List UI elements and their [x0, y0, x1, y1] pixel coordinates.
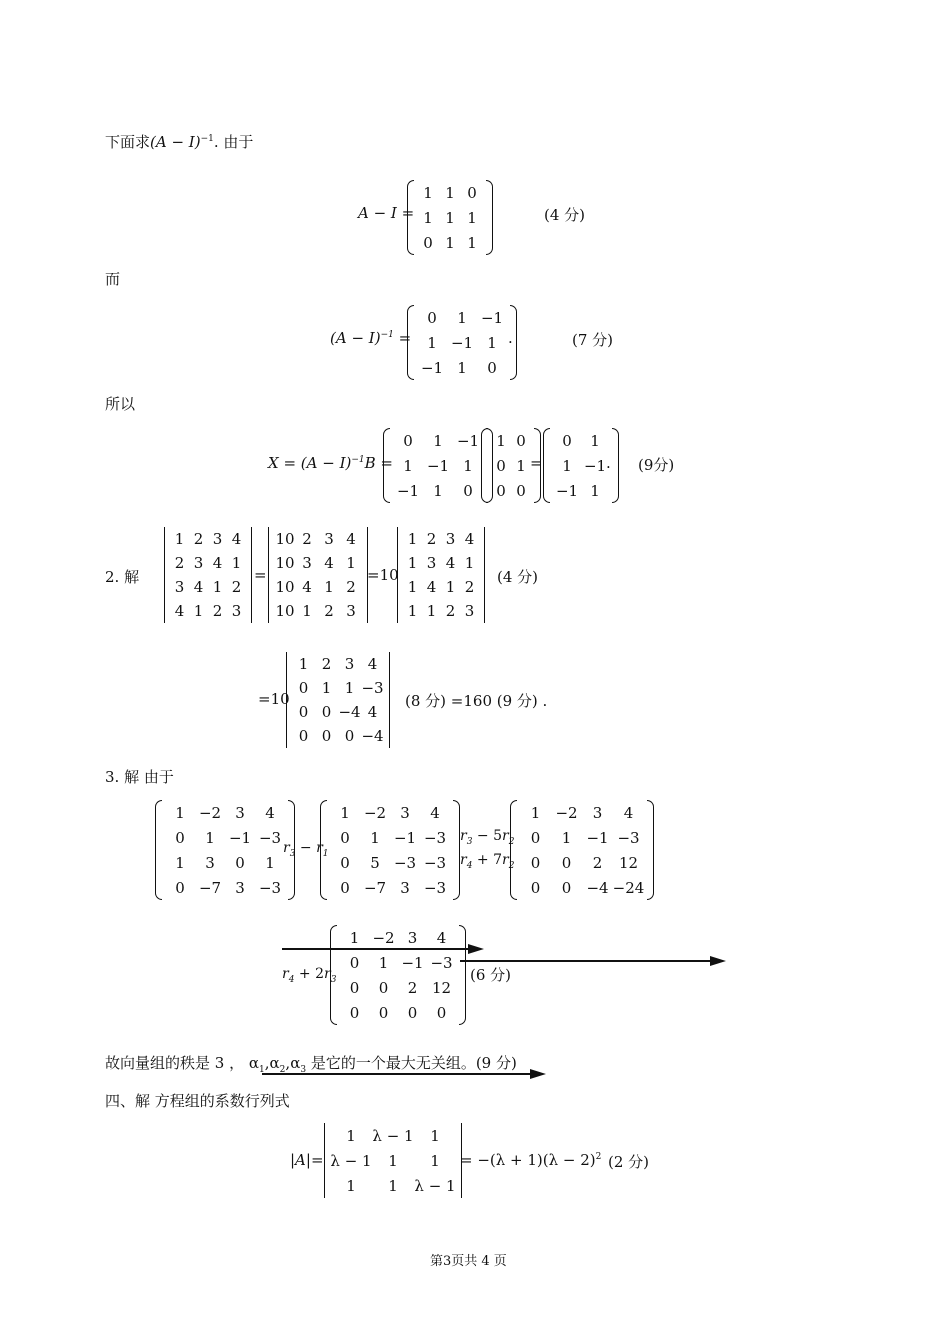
- right-bracket: [453, 800, 460, 900]
- page-footer: 第3页共 4 页: [430, 1254, 507, 1269]
- matrix-entry: 0: [175, 828, 185, 847]
- p2-det-2: [268, 527, 368, 623]
- matrix-entry: 3: [344, 655, 355, 673]
- left-bracket: [543, 428, 550, 503]
- matrix-entry: 4: [367, 703, 378, 721]
- matrix-entry: 1: [561, 828, 572, 847]
- matrix-entry: 2: [464, 578, 475, 596]
- matrix-entry: 1: [407, 602, 418, 620]
- eq1-lhs: A − I =: [358, 204, 415, 222]
- matrix-entry: 4: [623, 803, 634, 822]
- matrix-entry: 0: [423, 233, 433, 252]
- matrix-entry: 4: [302, 578, 312, 596]
- matrix-entry: 0: [340, 828, 350, 847]
- matrix-entry: 12: [618, 853, 639, 872]
- p3-op-2b: $r_4 + 7r_2$: [460, 852, 515, 871]
- p2-note-1: (4 分): [497, 568, 539, 586]
- matrix-entry: 0: [561, 878, 572, 897]
- matrix-entry: 10: [275, 578, 295, 596]
- matrix-entry: 1: [175, 853, 185, 872]
- matrix-entry: 0: [562, 431, 572, 450]
- left-bracket: [164, 527, 165, 623]
- matrix-entry: 0: [340, 878, 350, 897]
- matrix-entry: −2: [198, 803, 222, 822]
- matrix-entry: 4: [346, 530, 356, 548]
- matrix-entry: 3: [324, 530, 334, 548]
- p3-matrix-4: [330, 925, 466, 1025]
- matrix-entry: 3: [212, 530, 223, 548]
- matrix-entry: 0: [321, 727, 332, 745]
- matrix-entry: 1: [590, 481, 600, 500]
- p3-note: (6 分): [470, 966, 512, 984]
- left-bracket: [268, 527, 269, 623]
- left-bracket: [407, 305, 414, 380]
- matrix-entry: 0: [349, 953, 360, 972]
- matrix-entry: −3: [430, 953, 453, 972]
- matrix-entry: 1: [346, 1176, 356, 1195]
- matrix-entry: 3: [426, 554, 437, 572]
- matrix-entry: 10: [275, 530, 295, 548]
- matrix-entry: 2: [346, 578, 356, 596]
- right-bracket: [459, 925, 466, 1025]
- matrix-entry: 3: [205, 853, 215, 872]
- matrix-entry: 1: [445, 208, 455, 227]
- matrix-entry: 0: [344, 727, 355, 745]
- matrix-entry: 1: [457, 308, 467, 327]
- matrix-entry: 0: [349, 1003, 360, 1022]
- matrix-entry: 10: [275, 602, 295, 620]
- p3-op-2a: $r_3 - 5r_2$: [460, 828, 515, 847]
- matrix-entry: 1: [457, 358, 467, 377]
- matrix-entry: 1: [265, 853, 275, 872]
- matrix-entry: −3: [393, 853, 417, 872]
- rank-sentence: 故向量组的秩是 3 ， $\alpha_1,\alpha_2,\alpha_3$ 是它的一个最大无关组。(9 分): [105, 1054, 517, 1075]
- matrix-entry: 2: [592, 853, 603, 872]
- matrix-entry: 0: [530, 853, 541, 872]
- matrix-entry: 0: [561, 853, 572, 872]
- eq2-matrix: [407, 305, 517, 380]
- p2-det-3: [397, 527, 485, 623]
- matrix-entry: 0: [340, 853, 350, 872]
- matrix-entry: 1: [530, 803, 541, 822]
- matrix-entry: −3: [423, 878, 447, 897]
- matrix-entry: −1: [228, 828, 252, 847]
- matrix-entry: 1: [407, 578, 418, 596]
- matrix-entry: 2: [212, 602, 223, 620]
- eq2-dot: .: [508, 329, 513, 347]
- matrix-entry: −3: [617, 828, 640, 847]
- matrix-entry: 1: [427, 333, 437, 352]
- matrix-entry: 0: [378, 978, 389, 997]
- matrix-entry: 0: [530, 878, 541, 897]
- p4-rhs: = $-(\lambda + 1)(\lambda - 2)^2$: [460, 1151, 602, 1169]
- matrix-entry: 3: [407, 928, 418, 947]
- word-er: 而: [105, 270, 121, 288]
- matrix-entry: −7: [198, 878, 222, 897]
- matrix-entry: 1: [370, 828, 380, 847]
- left-bracket: [510, 800, 517, 900]
- left-bracket: [320, 800, 327, 900]
- matrix-entry: 3: [400, 803, 410, 822]
- matrix-entry: −1: [555, 481, 579, 500]
- matrix-entry: 4: [445, 554, 456, 572]
- matrix-entry: 2: [231, 578, 242, 596]
- matrix-entry: 0: [349, 978, 360, 997]
- left-bracket: [286, 652, 287, 748]
- matrix-entry: 10: [275, 554, 295, 572]
- matrix-entry: 3: [235, 803, 245, 822]
- matrix-entry: 1: [344, 679, 355, 697]
- right-bracket: [486, 180, 493, 255]
- matrix-entry: −1: [396, 481, 420, 500]
- right-bracket: [647, 800, 654, 900]
- matrix-entry: 1: [430, 1126, 440, 1145]
- left-bracket: [324, 1123, 325, 1198]
- matrix-entry: −1: [401, 953, 424, 972]
- matrix-entry: 1: [298, 655, 309, 673]
- matrix-entry: −1: [583, 456, 607, 475]
- eq3-matrix-1: [383, 428, 493, 503]
- matrix-entry: 0: [235, 853, 245, 872]
- p4-label: 四、解 方程组的系数行列式: [105, 1092, 290, 1110]
- matrix-entry: 1: [378, 953, 389, 972]
- matrix-entry: 1: [346, 554, 356, 572]
- matrix-entry: 1: [423, 208, 433, 227]
- matrix-entry: −1: [420, 358, 444, 377]
- arrow-line-rank: [262, 1073, 534, 1075]
- p2-equals: =: [254, 566, 267, 584]
- matrix-entry: −4: [361, 727, 384, 745]
- eq1-note: (4 分): [544, 206, 586, 224]
- matrix-entry: 1: [590, 431, 600, 450]
- matrix-entry: 0: [487, 358, 497, 377]
- matrix-entry: 0: [436, 1003, 447, 1022]
- matrix-entry: 1: [487, 333, 497, 352]
- p4-note: (2 分): [608, 1153, 650, 1171]
- matrix-entry: 1: [433, 431, 443, 450]
- matrix-entry: 3: [346, 602, 356, 620]
- matrix-entry: 3: [193, 554, 204, 572]
- matrix-entry: 0: [496, 456, 506, 475]
- matrix-entry: 1: [464, 554, 475, 572]
- left-bracket: [481, 428, 488, 503]
- matrix-entry: 1: [496, 431, 506, 450]
- matrix-entry: −24: [612, 878, 645, 897]
- matrix-entry: 4: [436, 928, 447, 947]
- intro-line: 下面求$(A - I)^{-1}$. 由于: [105, 133, 254, 151]
- matrix-entry: 2: [426, 530, 437, 548]
- matrix-entry: 1: [407, 530, 418, 548]
- matrix-entry: 1: [467, 233, 477, 252]
- p3-matrix-3: [510, 800, 654, 900]
- matrix-entry: 1: [445, 233, 455, 252]
- p2-label: 2. 解: [105, 568, 140, 586]
- left-bracket: [155, 800, 162, 900]
- right-bracket: [612, 428, 619, 503]
- matrix-entry: 1: [562, 456, 572, 475]
- matrix-entry: λ − 1: [414, 1176, 456, 1195]
- matrix-entry: 2: [445, 602, 456, 620]
- arrow-head-rank: [530, 1069, 546, 1079]
- matrix-entry: 1: [388, 1176, 398, 1195]
- matrix-entry: 4: [193, 578, 204, 596]
- matrix-entry: 1: [430, 1151, 440, 1170]
- matrix-entry: 0: [298, 727, 309, 745]
- eq3-dot: .: [606, 454, 611, 472]
- matrix-entry: 1: [231, 554, 242, 572]
- eq2-note: (7 分): [572, 331, 614, 349]
- left-bracket: [397, 527, 398, 623]
- arrow-head-left: [468, 944, 484, 954]
- matrix-entry: 2: [193, 530, 204, 548]
- matrix-entry: 0: [321, 703, 332, 721]
- eq3-note: (9分): [638, 456, 675, 474]
- matrix-entry: −4: [586, 878, 609, 897]
- matrix-entry: 0: [175, 878, 185, 897]
- matrix-entry: 3: [400, 878, 410, 897]
- matrix-entry: 0: [298, 679, 309, 697]
- eq3-equals: =: [530, 454, 543, 472]
- matrix-entry: 4: [430, 803, 440, 822]
- matrix-entry: λ − 1: [330, 1151, 372, 1170]
- matrix-entry: 4: [212, 554, 223, 572]
- matrix-entry: 5: [370, 853, 380, 872]
- matrix-entry: 1: [174, 530, 185, 548]
- matrix-entry: 4: [324, 554, 334, 572]
- matrix-entry: 1: [212, 578, 223, 596]
- matrix-entry: 1: [433, 481, 443, 500]
- right-bracket: [389, 652, 390, 748]
- matrix-entry: 4: [367, 655, 378, 673]
- matrix-entry: 1: [175, 803, 185, 822]
- matrix-entry: −1: [480, 308, 504, 327]
- matrix-entry: −7: [363, 878, 387, 897]
- left-bracket: [330, 925, 337, 1025]
- matrix-entry: 3: [231, 602, 242, 620]
- matrix-entry: 4: [231, 530, 242, 548]
- matrix-entry: −3: [423, 853, 447, 872]
- left-bracket: [407, 180, 414, 255]
- matrix-entry: −2: [372, 928, 395, 947]
- matrix-entry: 3: [445, 530, 456, 548]
- matrix-entry: 1: [321, 679, 332, 697]
- matrix-entry: 12: [431, 978, 452, 997]
- word-suoyi: 所以: [105, 395, 136, 413]
- matrix-entry: 1: [445, 183, 455, 202]
- p2-tail: (8 分) =160 (9 分) .: [405, 692, 548, 710]
- matrix-entry: 1: [324, 578, 334, 596]
- matrix-entry: λ − 1: [372, 1126, 414, 1145]
- arrow-line-right: [460, 960, 716, 962]
- matrix-entry: −2: [555, 803, 578, 822]
- matrix-entry: 2: [324, 602, 334, 620]
- p2-det-1: [164, 527, 252, 623]
- matrix-entry: −1: [456, 431, 480, 450]
- matrix-entry: 1: [193, 602, 204, 620]
- eq2-lhs: $(A - I)^{-1}$ =: [330, 329, 412, 347]
- matrix-entry: 0: [427, 308, 437, 327]
- matrix-entry: 1: [346, 1126, 356, 1145]
- matrix-entry: 1: [407, 554, 418, 572]
- matrix-entry: 2: [321, 655, 332, 673]
- matrix-entry: 0: [403, 431, 413, 450]
- matrix-entry: 0: [496, 481, 506, 500]
- eq3-lhs: $X = (A - I)^{-1}B$ =: [268, 454, 393, 472]
- matrix-entry: −3: [423, 828, 447, 847]
- matrix-entry: 0: [298, 703, 309, 721]
- matrix-entry: 1: [403, 456, 413, 475]
- matrix-entry: 0: [467, 183, 477, 202]
- matrix-entry: 3: [174, 578, 185, 596]
- matrix-entry: −3: [361, 679, 384, 697]
- matrix-entry: −1: [393, 828, 417, 847]
- right-bracket: [251, 527, 252, 623]
- p2-equals-10b: =10: [258, 690, 290, 708]
- matrix-entry: 4: [464, 530, 475, 548]
- p4-det: [324, 1123, 462, 1198]
- matrix-entry: 1: [426, 602, 437, 620]
- right-bracket: [484, 527, 485, 623]
- matrix-entry: 3: [302, 554, 312, 572]
- matrix-entry: −1: [426, 456, 450, 475]
- matrix-entry: 0: [407, 1003, 418, 1022]
- arrow-head-right: [710, 956, 726, 966]
- matrix-entry: 0: [516, 431, 526, 450]
- matrix-entry: 2: [302, 530, 312, 548]
- matrix-entry: 0: [378, 1003, 389, 1022]
- left-bracket: [383, 428, 390, 503]
- matrix-entry: 1: [349, 928, 360, 947]
- matrix-entry: 1: [388, 1151, 398, 1170]
- p2-det-4: [286, 652, 390, 748]
- p3-op-3: $r_4 + 2r_3$: [282, 966, 337, 985]
- matrix-entry: 3: [592, 803, 603, 822]
- matrix-entry: −3: [258, 828, 282, 847]
- p3-matrix-1: [155, 800, 295, 900]
- p3-label: 3. 解 由于: [105, 768, 174, 786]
- matrix-entry: 4: [174, 602, 185, 620]
- eq1-matrix: [407, 180, 493, 255]
- matrix-entry: 0: [530, 828, 541, 847]
- matrix-entry: 1: [302, 602, 312, 620]
- matrix-entry: 1: [423, 183, 433, 202]
- matrix-entry: −4: [338, 703, 361, 721]
- matrix-entry: 0: [516, 481, 526, 500]
- matrix-entry: 1: [463, 456, 473, 475]
- matrix-entry: 0: [463, 481, 473, 500]
- matrix-entry: −1: [586, 828, 609, 847]
- matrix-entry: 3: [464, 602, 475, 620]
- p3-op-1: $r_3 - r_1$: [283, 840, 329, 859]
- matrix-entry: 1: [516, 456, 526, 475]
- matrix-entry: 4: [426, 578, 437, 596]
- p4-lhs: |A|=: [290, 1151, 324, 1169]
- matrix-entry: −1: [450, 333, 474, 352]
- matrix-entry: 1: [445, 578, 456, 596]
- matrix-entry: 3: [235, 878, 245, 897]
- p3-matrix-2: [320, 800, 460, 900]
- matrix-entry: 1: [205, 828, 215, 847]
- matrix-entry: −2: [363, 803, 387, 822]
- matrix-entry: −3: [258, 878, 282, 897]
- matrix-entry: 2: [174, 554, 185, 572]
- matrix-entry: 1: [467, 208, 477, 227]
- matrix-entry: 4: [265, 803, 275, 822]
- matrix-entry: 1: [340, 803, 350, 822]
- p2-equals-10: =10: [367, 566, 399, 584]
- matrix-entry: 2: [407, 978, 418, 997]
